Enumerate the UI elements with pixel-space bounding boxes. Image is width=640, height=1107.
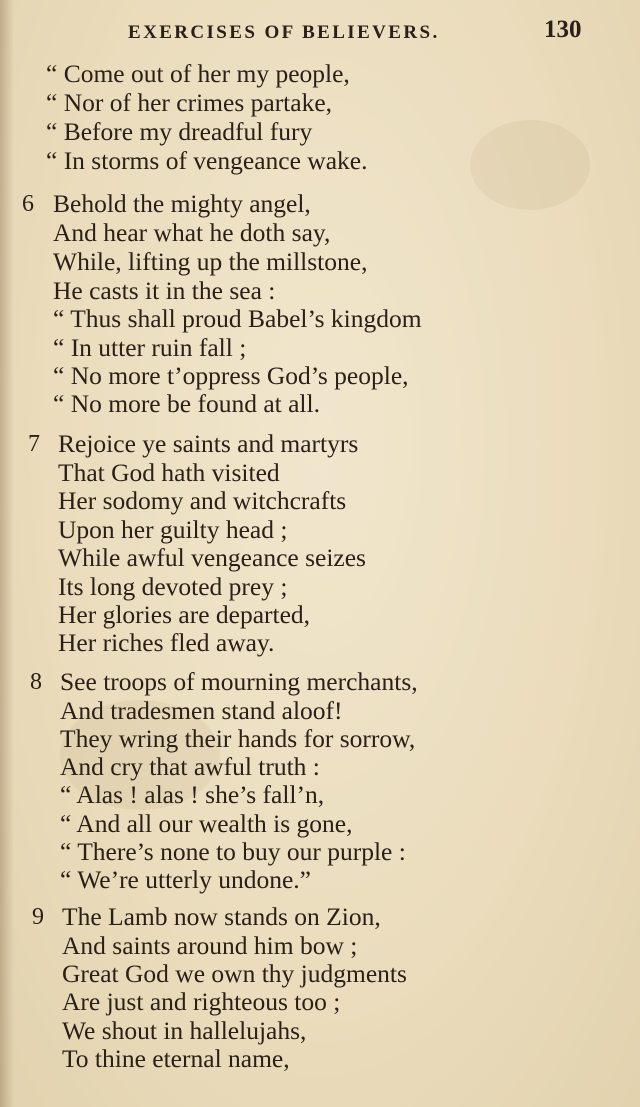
verse-line: That God hath visited bbox=[58, 458, 280, 487]
verse-line: The Lamb now stands on Zion, bbox=[62, 902, 381, 931]
verse-line: Her glories are departed, bbox=[58, 600, 311, 629]
verse-line: We shout in hallelujahs, bbox=[62, 1016, 307, 1045]
verse-line: “ No more t’oppress God’s people, bbox=[53, 361, 409, 390]
verse-line: While, lifting up the millstone, bbox=[53, 247, 368, 276]
verse-line: “ In utter ruin fall ; bbox=[53, 333, 247, 362]
gutter-shadow bbox=[0, 0, 14, 1107]
stanza-number: 6 bbox=[22, 191, 34, 217]
verse-line: Upon her guilty head ; bbox=[58, 515, 288, 544]
verse-line: “ Thus shall proud Babel’s kingdom bbox=[53, 304, 422, 333]
running-header: EXERCISES OF BELIEVERS. bbox=[128, 22, 440, 43]
verse-line: “ Before my dreadful fury bbox=[46, 117, 313, 146]
verse-line: “ There’s none to buy our purple : bbox=[60, 837, 406, 866]
verse-line: And tradesmen stand aloof! bbox=[60, 696, 343, 725]
verse-line: Great God we own thy judgments bbox=[62, 959, 407, 988]
verse-line: Behold the mighty angel, bbox=[53, 189, 311, 218]
stanza-number: 9 bbox=[32, 904, 44, 930]
verse-line: “ And all our wealth is gone, bbox=[60, 809, 353, 838]
verse-line: See troops of mourning merchants, bbox=[60, 667, 418, 696]
verse-line: They wring their hands for sorrow, bbox=[60, 724, 416, 753]
verse-line: Her riches fled away. bbox=[58, 628, 275, 657]
verse-line: While awful vengeance seizes bbox=[58, 543, 366, 572]
verse-line: “ We’re utterly undone.” bbox=[60, 865, 311, 894]
paper-stain bbox=[470, 120, 590, 210]
verse-line: Its long devoted prey ; bbox=[58, 572, 288, 601]
verse-line: Rejoice ye saints and martyrs bbox=[58, 429, 359, 458]
page-number: 130 bbox=[544, 16, 582, 43]
stanza-number: 8 bbox=[30, 669, 42, 695]
verse-line: He casts it in the sea : bbox=[53, 276, 276, 305]
verse-line: And hear what he doth say, bbox=[53, 218, 331, 247]
verse-line: And saints around him bow ; bbox=[62, 931, 358, 960]
verse-line: Her sodomy and witchcrafts bbox=[58, 486, 347, 515]
verse-line: “ Come out of her my people, bbox=[46, 59, 350, 88]
verse-line: “ No more be found at all. bbox=[53, 389, 320, 418]
verse-line: “ Alas ! alas ! she’s fall’n, bbox=[60, 780, 325, 809]
verse-line: “ Nor of her crimes partake, bbox=[46, 88, 333, 117]
stanza-number: 7 bbox=[28, 431, 40, 457]
verse-line: To thine eternal name, bbox=[62, 1044, 290, 1073]
verse-line: “ In storms of vengeance wake. bbox=[46, 146, 368, 175]
verse-line: Are just and righteous too ; bbox=[62, 987, 341, 1016]
verse-line: And cry that awful truth : bbox=[60, 752, 320, 781]
